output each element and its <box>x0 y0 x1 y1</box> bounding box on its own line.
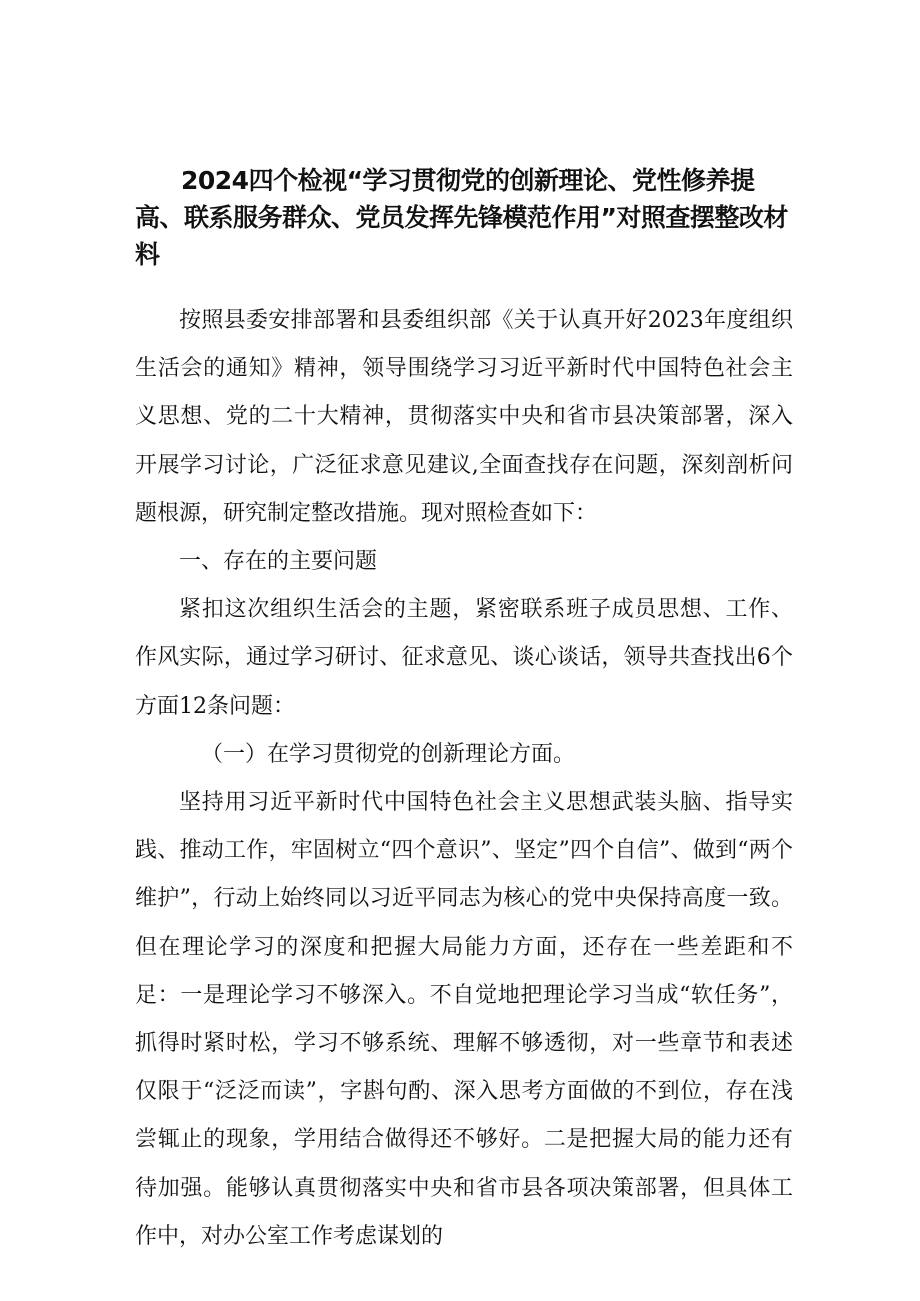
document-title: 2024四个检视“学习贯彻党的创新理论、党性修养提高、联系服务群众、党员发挥先锋模范作用”对照查摆整改材料 <box>135 166 788 269</box>
subsection-heading-theory: （一）在学习贯彻党的创新理论方面。 <box>201 741 576 767</box>
subsection-paragraph-theory: 坚持用习近平新时代中国特色社会主义思想武装头脑、指导实践、推动工作，牢固树立“四个意识”、坚定”四个自信”、做到“两个维护”，行动上始终同以习近平同志为核心的党中央保持高度一致。但在理论学习的深度和把握大局能力方面，还存在一些差距和不足：一是理论学习不够深入。不自觉地把理论学习当成“软任务”，抓得时紧时松，学习不够系统、理解不够透彻，对一些章节和表述仅限于“泛泛而读”，字斟句酌、深入思考方面做的不到位，存在浅尝辄止的现象，学用结合做得还不够好。二是把握大局的能力还有待加强。能够认真贯彻落实中央和省市县各项决策部署，但具体工作中，对办公室工作考虑谋划的 <box>135 790 793 1249</box>
document-body <box>135 297 793 1261</box>
section-heading-problems: 一、存在的主要问题 <box>179 549 378 575</box>
section-paragraph-problems: 紧扣这次组织生活会的主题，紧密联系班子成员思想、工作、作风实际，通过学习研讨、征求意见、谈心谈话，领导共查找出6个方面12条问题： <box>135 597 793 719</box>
intro-paragraph: 按照县委安排部署和县委组织部《关于认真开好2023年度组织生活会的通知》精神，领导围绕学习习近平新时代中国特色社会主义思想、党的二十大精神，贯彻落实中央和省市县决策部署，深入开展学习讨论，广泛征求意见建议,全面查找存在问题，深刻剖析问题根源，研究制定整改措施。现对照检查如下： <box>135 308 793 526</box>
